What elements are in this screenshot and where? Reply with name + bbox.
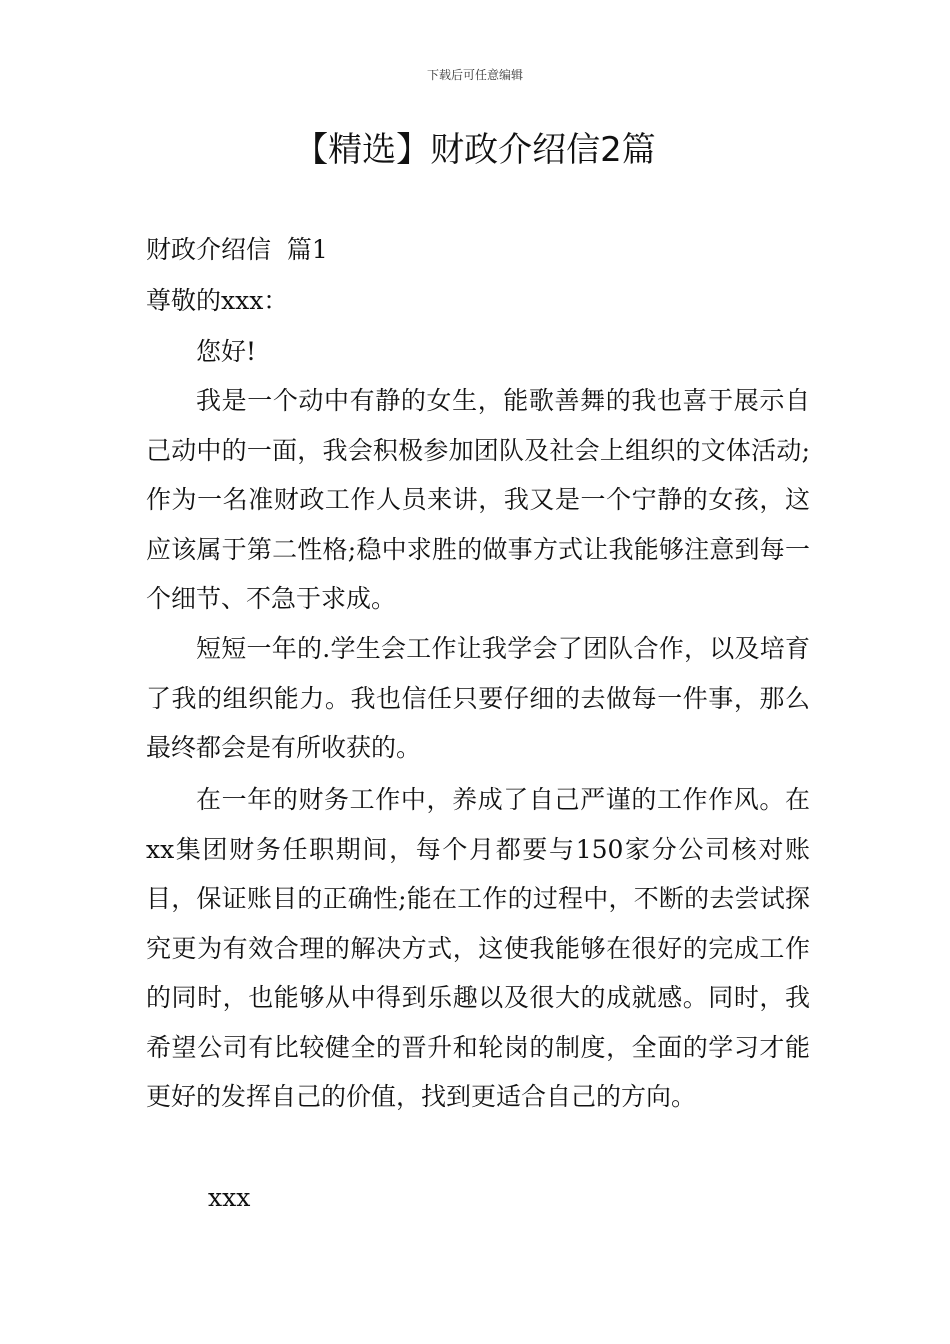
document-title: 【精选】财政介绍信2篇	[294, 130, 656, 170]
section-heading: 财政介绍信 篇1	[146, 235, 328, 264]
salutation: 尊敬的xxx：	[146, 286, 289, 315]
paragraph-3: 在一年的财务工作中，养成了自己严谨的工作作风。在xx集团财务任职期间，每个月都要与150家分公司核对账目，保证账目的正确性;能在工作的过程中，不断的去尝试探究更为有效合理的解决方式，这使我能够在很好的完成工作的同时，也能够从中得到乐趣以及很大的成就感。同时，我希望公司有比较健全的晋升和轮岗的制度，全面的学习才能更好的发挥自己的价值，找到更适合自己的方向。	[146, 785, 810, 1111]
greeting: 您好!	[196, 337, 257, 366]
paragraph-3-container	[146, 775, 810, 1122]
paragraph-1-container	[146, 376, 810, 624]
signature: xxx	[208, 1183, 251, 1212]
header-note: 下载后可任意编辑	[426, 68, 523, 82]
paragraph-1: 我是一个动中有静的女生，能歌善舞的我也喜于展示自己动中的一面，我会积极参加团队及社会上组织的文体活动;作为一名准财政工作人员来讲，我又是一个宁静的女孩，这应该属于第二性格;稳中求胜的做事方式让我能够注意到每一个细节、不急于求成。	[146, 386, 810, 613]
paragraph-2-container	[146, 624, 810, 773]
paragraph-2: 短短一年的.学生会工作让我学会了团队合作，以及培育了我的组织能力。我也信任只要仔细的去做每一件事，那么最终都会是有所收获的。	[146, 634, 810, 762]
